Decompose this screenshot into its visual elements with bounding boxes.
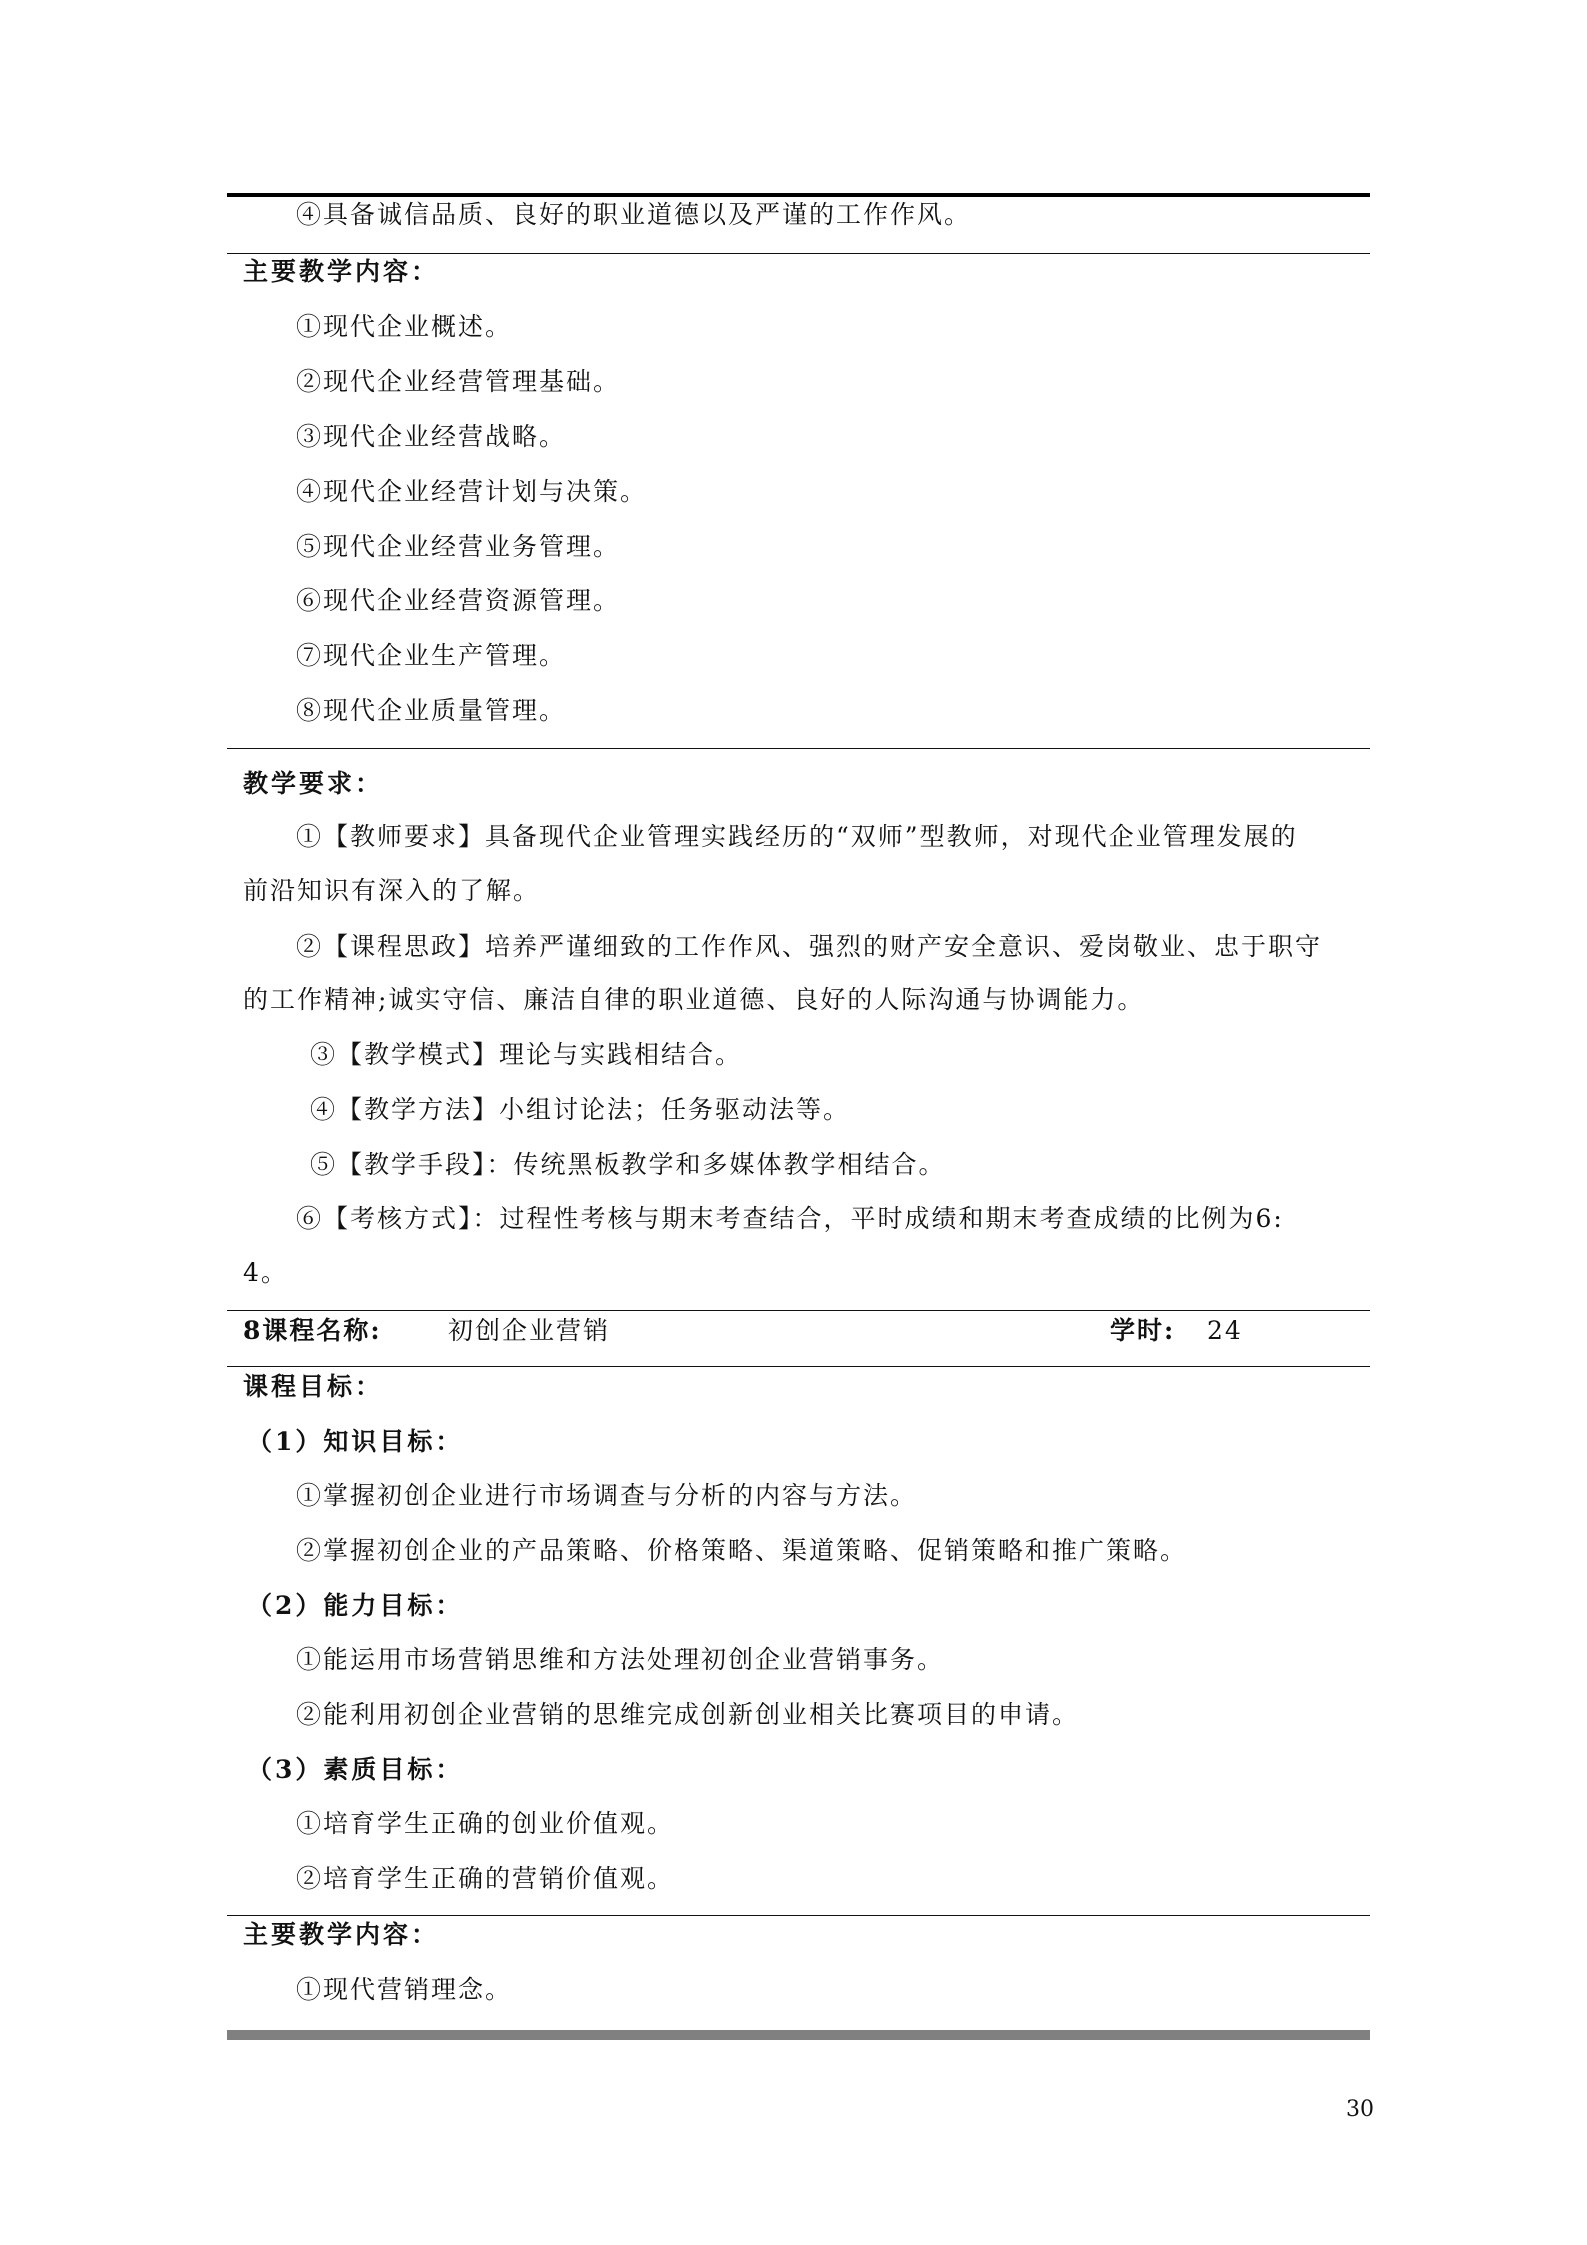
content-item: ①现代企业概述。 bbox=[296, 312, 513, 341]
content-heading: 主要教学内容： bbox=[243, 257, 440, 286]
content-item: ①现代营销理念。 bbox=[296, 1975, 513, 2004]
goal-item: ②掌握初创企业的产品策略、价格策略、渠道策略、促销策略和推广策略。 bbox=[296, 1536, 1188, 1565]
requirement-line: ⑤【教学手段】：传统黑板教学和多媒体教学相结合。 bbox=[310, 1150, 946, 1179]
hours-value: 24 bbox=[1207, 1316, 1243, 1345]
content-item: ⑤现代企业经营业务管理。 bbox=[296, 532, 621, 561]
top-rule bbox=[227, 193, 1370, 197]
hours-label: 学时: bbox=[1110, 1316, 1176, 1345]
requirement-line: ④【教学方法】小组讨论法；任务驱动法等。 bbox=[310, 1095, 851, 1124]
course-name-label: 8课程名称: bbox=[243, 1316, 382, 1345]
section-divider bbox=[227, 1915, 1370, 1916]
quality-goals-heading: （3）素质目标： bbox=[247, 1755, 464, 1784]
page-number: 30 bbox=[1346, 2097, 1374, 2122]
course-name: 初创企业营销 bbox=[448, 1316, 611, 1345]
knowledge-goals-heading: （1）知识目标： bbox=[247, 1427, 464, 1456]
content-item: ⑥现代企业经营资源管理。 bbox=[296, 586, 621, 615]
requirement-line: ⑥【考核方式】：过程性考核与期末考查结合，平时成绩和期末考查成绩的比例为6: bbox=[296, 1204, 1284, 1233]
requirement-line: 4。 bbox=[243, 1258, 288, 1287]
requirement-line: ③【教学模式】理论与实践相结合。 bbox=[310, 1040, 743, 1069]
content-item: ③现代企业经营战略。 bbox=[296, 422, 567, 451]
requirements-heading: 教学要求： bbox=[243, 769, 384, 798]
goals-heading: 课程目标： bbox=[243, 1372, 384, 1401]
requirement-line: 的工作精神;诚实守信、廉洁自律的职业道德、良好的人际沟通与协调能力。 bbox=[243, 985, 1145, 1014]
requirement-line: ②【课程思政】培养严谨细致的工作作风、强烈的财产安全意识、爱岗敬业、忠于职守 bbox=[296, 932, 1323, 961]
bottom-rule bbox=[227, 2030, 1370, 2040]
section-divider bbox=[227, 1310, 1370, 1311]
requirement-line: ①【教师要求】具备现代企业管理实践经历的“双师”型教师，对现代企业管理发展的 bbox=[296, 822, 1298, 851]
content-heading: 主要教学内容： bbox=[243, 1920, 440, 1949]
section-divider bbox=[227, 253, 1370, 254]
content-item: ⑧现代企业质量管理。 bbox=[296, 696, 567, 725]
goal-item: ①能运用市场营销思维和方法处理初创企业营销事务。 bbox=[296, 1645, 945, 1674]
requirement-line: 前沿知识有深入的了解。 bbox=[243, 876, 541, 905]
goal-item: ②能利用初创企业营销的思维完成创新创业相关比赛项目的申请。 bbox=[296, 1700, 1080, 1729]
ability-goals-heading: （2）能力目标： bbox=[247, 1591, 464, 1620]
section-divider bbox=[227, 1366, 1370, 1367]
goal-item: ①培育学生正确的创业价值观。 bbox=[296, 1809, 675, 1838]
goal-item: ②培育学生正确的营销价值观。 bbox=[296, 1864, 675, 1893]
content-item: ②现代企业经营管理基础。 bbox=[296, 367, 621, 396]
content-item: ⑦现代企业生产管理。 bbox=[296, 641, 567, 670]
goal-item: ④具备诚信品质、良好的职业道德以及严谨的工作作风。 bbox=[296, 200, 972, 229]
section-divider bbox=[227, 748, 1370, 749]
goal-item: ①掌握初创企业进行市场调查与分析的内容与方法。 bbox=[296, 1481, 918, 1510]
content-item: ④现代企业经营计划与决策。 bbox=[296, 477, 648, 506]
